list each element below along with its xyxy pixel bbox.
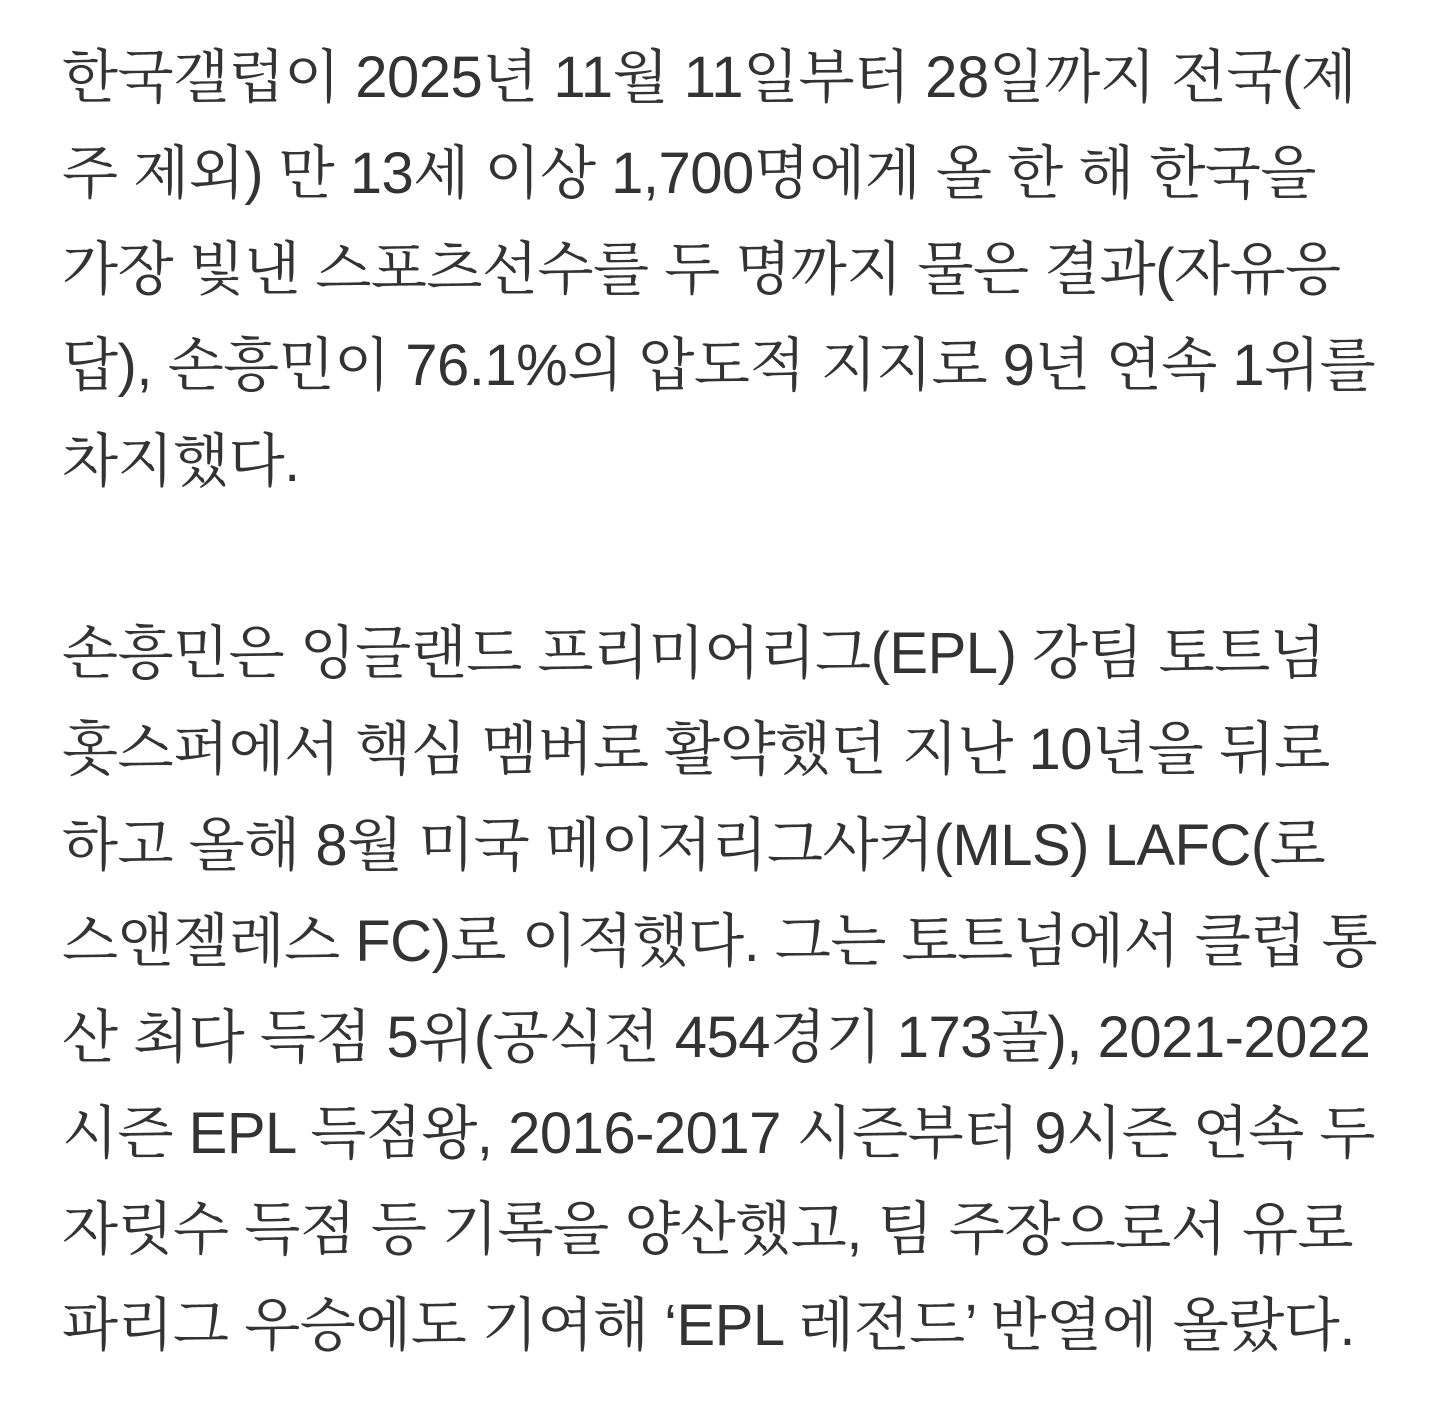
article-paragraph-2: 손흥민은 잉글랜드 프리미어리그(EPL) 강팀 토트넘 홋스퍼에서 핵심 멤버로 활약했던 지난 10년을 뒤로하고 올해 8월 미국 메이저리그사커(MLS) LAFC(로스앤젤레스 FC)로 이적했다. 그는 토트넘에서 클럽 통산 최다 득점 5위(공식전 454경기 173골), 2021-2022 시즌 EPL 득점왕, 2016-2017 시즌부터 9시즌 연속 두 자릿수 득점 등 기록을 양산했고, 팀 주장으로서 유로파리그 우승에도 기여해 ‘EPL 레전드’ 반열에 올랐다. — [62, 621, 1377, 1358]
article-paragraph-1: 한국갤럽이 2025년 11월 11일부터 28일까지 전국(제주 제외) 만 13세 이상 1,700명에게 올 한 해 한국을 가장 빛낸 스포츠선수를 두 명까지 물은 결과(자유응답), 손흥민이 76.1%의 압도적 지지로 9년 연속 1위를 차지했다. — [62, 45, 1376, 494]
